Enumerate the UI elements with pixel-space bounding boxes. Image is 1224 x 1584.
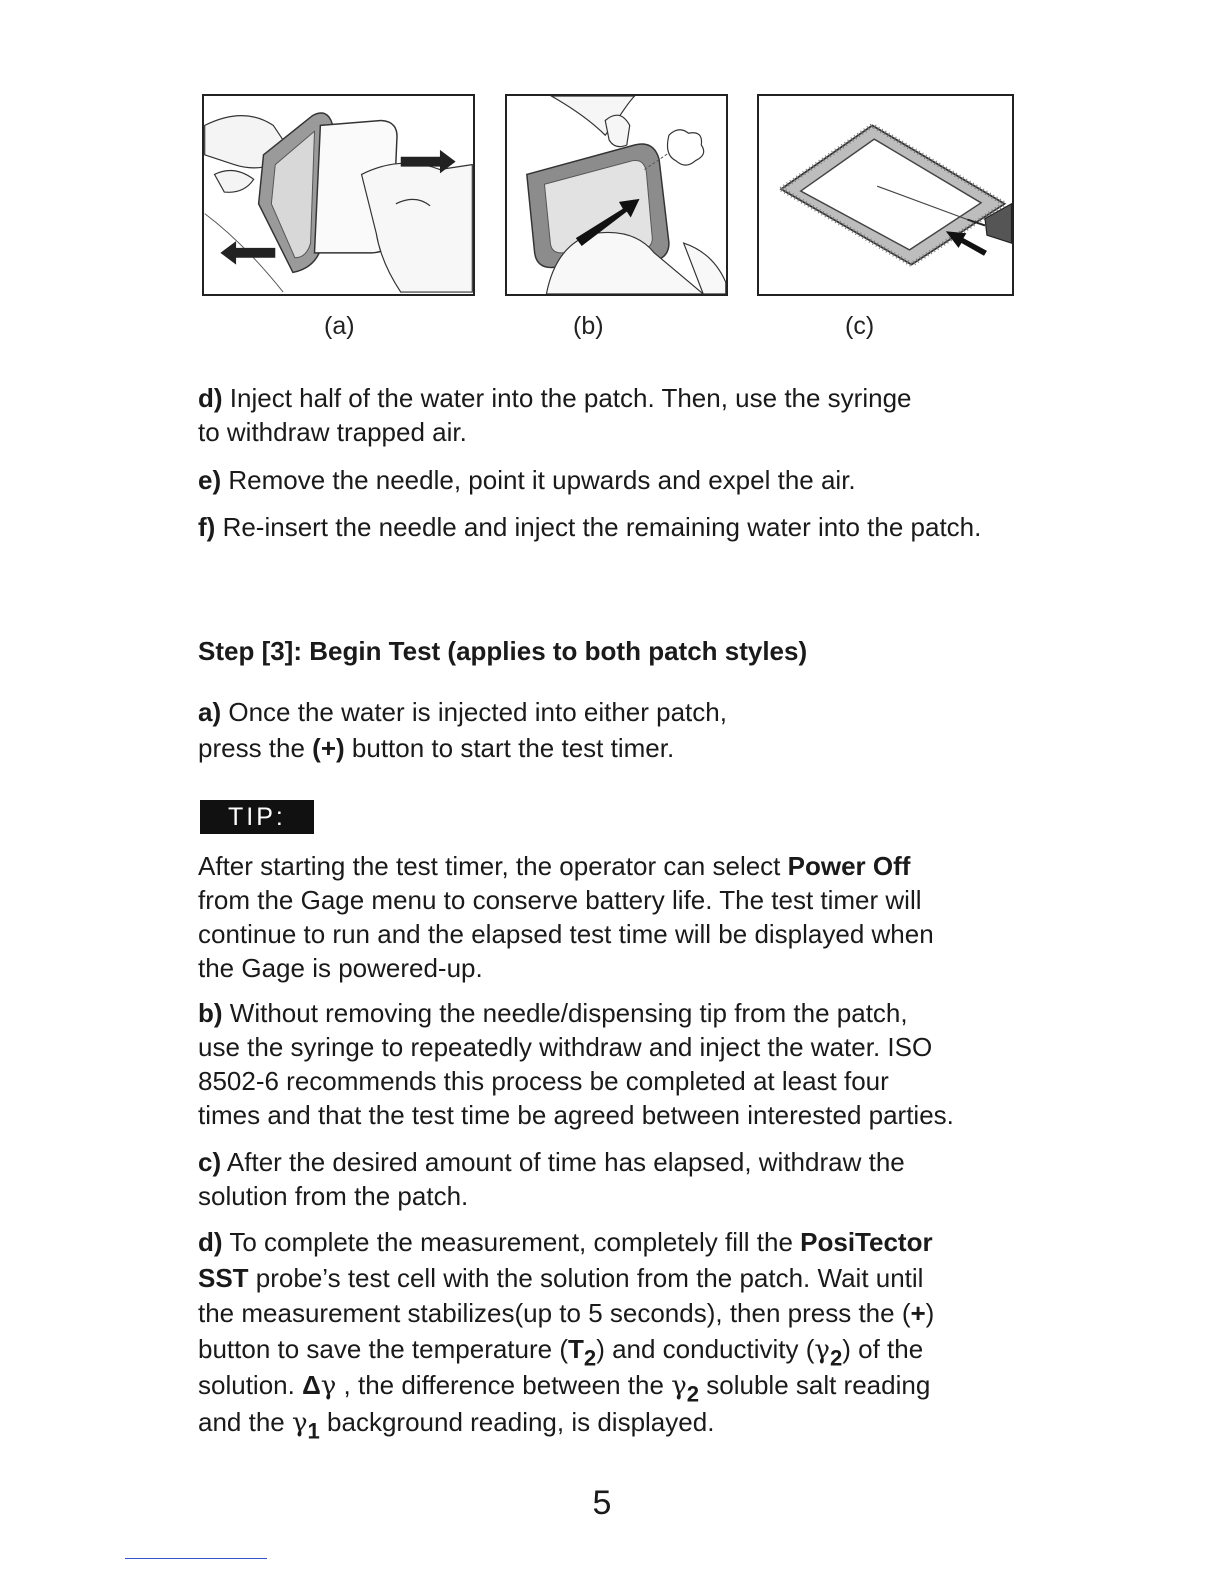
page-number: 5 <box>592 1484 612 1522</box>
step-e-expel-air: e) Remove the needle, point it upwards and expel the air. <box>198 465 856 495</box>
step-d-measurement: d) To complete the measurement, completely fill the PosiTector SST probe’s test cell with the solution from the patch. Wait until the measurement stabilizes(up to 5 seconds), then press the (+) button to save the temperature $(T_2)$ and conductivity $(\gamma_2)$ of the solution. Δγ , the difference between the $\gamma_2$ soluble salt reading and the $\gamma_1$ background reading, is displayed. <box>198 1227 935 1444</box>
hands-peeling-patch-illustration <box>204 96 473 294</box>
figure-c-caption: (c) <box>845 312 875 340</box>
figure-b-caption: (b) <box>573 312 604 340</box>
syringe-in-patch-illustration <box>759 96 1012 294</box>
tip-text: After starting the test timer, the operator can select Power Off from the Gage menu to conserve battery life. The test timer will continue to run and the elapsed test time will be displayed when the Gage is powered-up. <box>198 851 934 983</box>
footer-rule <box>125 1558 267 1559</box>
step-f-reinsert-needle: f) Re-insert the needle and inject the remaining water into the patch. <box>198 512 982 542</box>
figure-b-illustration <box>505 94 728 296</box>
step-b-withdraw-inject: b) Without removing the needle/dispensing tip from the patch, use the syringe to repeatedly withdraw and inject the water. ISO 8502-6 recommends this process be completed at least four times and that the test time be agreed between interested parties. <box>198 998 954 1130</box>
figure-a-illustration <box>202 94 475 296</box>
step-d-water-injection: d) Inject half of the water into the patch. Then, use the syringe to withdraw trapped air. <box>198 383 912 447</box>
tip-label-badge: TIP: <box>200 800 314 834</box>
figure-c-illustration <box>757 94 1014 296</box>
finger-pressing-patch-illustration <box>507 96 726 294</box>
step-3-heading: Step [3]: Begin Test (applies to both patch styles) <box>198 636 808 666</box>
step-3a-start-timer: a) Once the water is injected into either patch, press the (+) button to start the test timer. <box>198 697 727 763</box>
figure-a-caption: (a) <box>324 312 355 340</box>
step-c-withdraw-solution: c) After the desired amount of time has elapsed, withdraw the solution from the patch. <box>198 1147 905 1211</box>
